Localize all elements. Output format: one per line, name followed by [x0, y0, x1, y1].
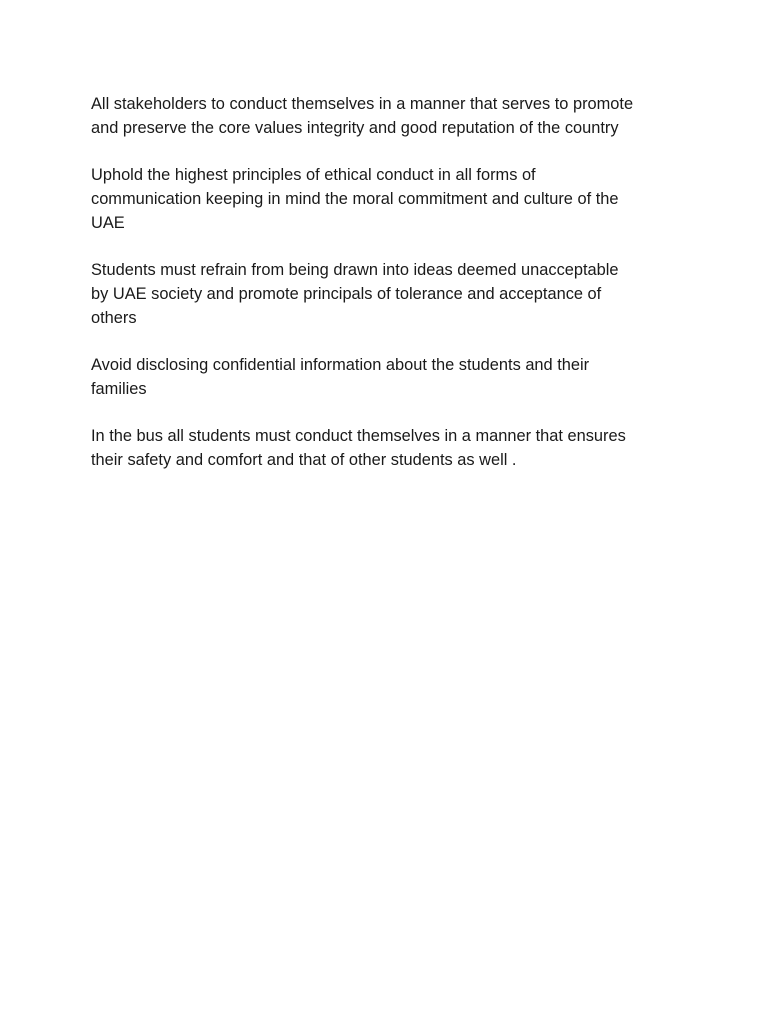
paragraph-stakeholders-conduct: All stakeholders to conduct themselves in a manner that serves to promote and preserve the core values integrity and good reputation of the country	[91, 95, 634, 137]
paragraph-ethical-communication: Uphold the highest principles of ethical conduct in all forms of communication keeping in mind the moral commitment and culture of the UAE	[91, 166, 619, 232]
paragraph-tolerance-acceptance: Students must refrain from being drawn into ideas deemed unacceptable by UAE society and promote principals of tolerance and acceptance of others	[91, 261, 619, 327]
paragraph-bus-conduct: In the bus all students must conduct themselves in a manner that ensures their safety and comfort and that of other students as well .	[91, 427, 626, 469]
paragraph-confidential-information: Avoid disclosing confidential information about the students and their families	[91, 356, 590, 398]
document-body	[91, 92, 691, 495]
